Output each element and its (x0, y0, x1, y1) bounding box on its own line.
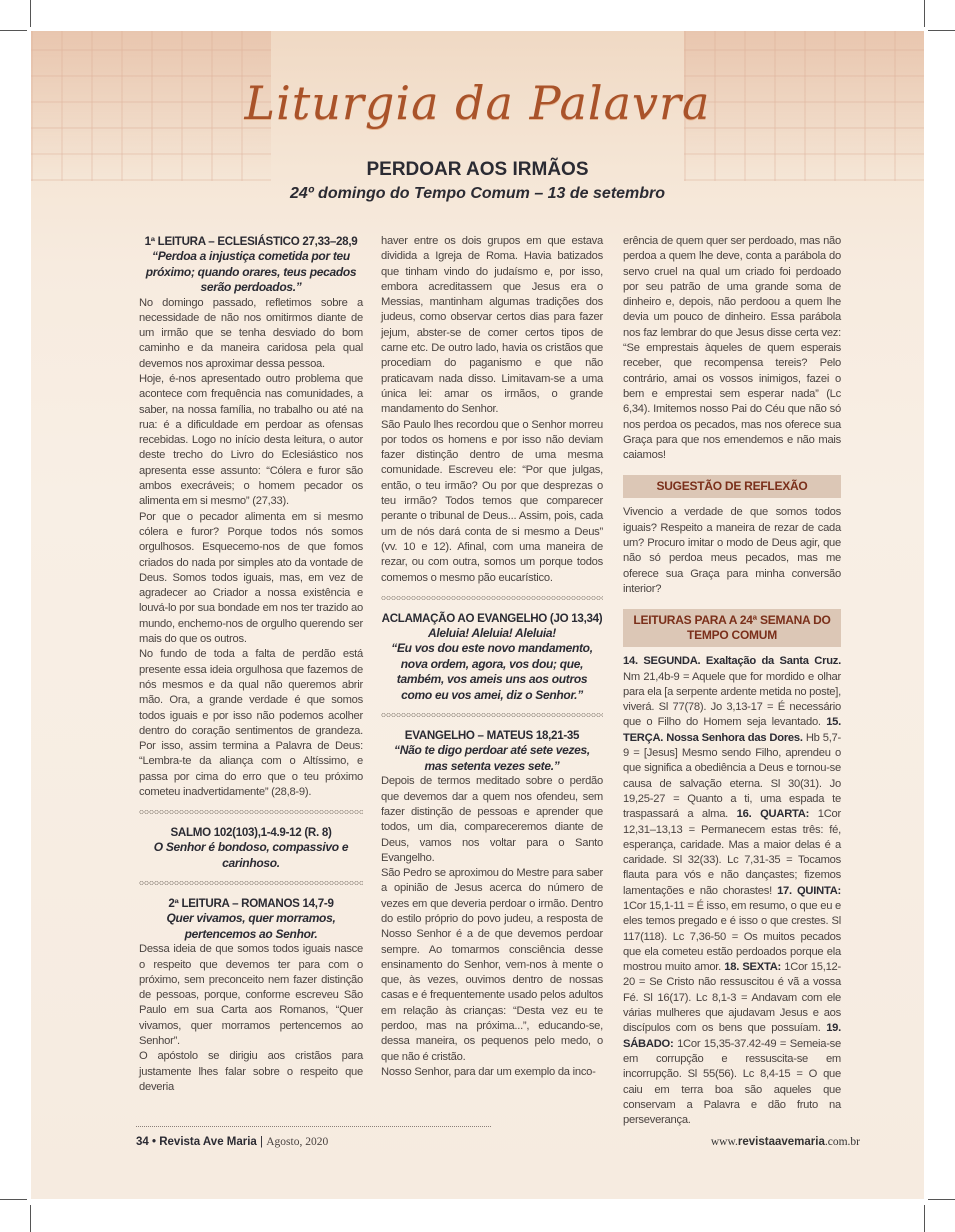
day-text: 1Cor 12,31–13,13 = Permanecem estas três: fé, esperança, caridade. Mas a maior delas é a caridade. Sl 32(33). Lc 7,31-35 = Tocamos flauta para vós e não dançastes; fizemos lamentações e não chorastes! (623, 808, 841, 897)
paragraph: Dessa ideia de que somos todos iguais nasce o respeito que devemos ter para com o próximo, sem preconceito nem fazer distinção de pessoas, porque, conforme escreveu São Paulo em sua Carta aos Romanos, “Quer vivamos, quer morramos pertencemos ao Senhor”. (139, 943, 363, 1048)
column-2 (381, 234, 603, 1080)
day-label: 17. QUINTA: (777, 884, 842, 897)
section-logo: Liturgia da Palavra (244, 76, 711, 130)
reading1-quote: “Perdoa a injustiça cometida por teu próximo; quando orares, teus pecados serão perdoados.” (145, 249, 357, 294)
psalm-response: O Senhor é bondoso, compassivo e carinhoso. (153, 840, 349, 870)
paragraph: No domingo passado, refletimos sobre a necessidade de não nos omitirmos diante de um irmão que se tenha desviado do bom caminho e da maneira caridosa pela qual devemos nos aproximar dessa pessoa. (139, 296, 363, 370)
url-suffix: .com.br (824, 1136, 860, 1148)
paragraph: São Paulo lhes recordou que o Senhor morreu por todos os homens e por isso não deviam fazer distinção dentro de uma mesma comunidade. Escreveu ele: “Por que julgas, então, o teu irmão? Ou por que desprezas o teu irmão? Todos temos que comparecer perante o tribunal de Deus... Assim, pois, cada um de nós dará conta de si mesmo a Deus” (vv. 10 e 12). Afinal, com uma maneira de rezar, ou com outra, somos um porque todos comemos o mesmo pão eucarístico. (381, 418, 603, 584)
crop-mark (30, 0, 31, 27)
crop-mark (924, 0, 925, 27)
day-text: 1Cor 15,12-20 = Se Cristo não ressuscitou é vã a vossa Fé. Sl 16(17). Lc 8,1-3 = Andavam com ele várias mulheres que ajudavam Jesus e aos discípulos com os bens que possuíam. (623, 961, 841, 1035)
column-3 (623, 234, 841, 1128)
reading1-heading: 1ª LEITURA – ECLESIÁSTICO 27,33–28,9 (144, 235, 358, 248)
page-number: 34 (136, 1136, 149, 1148)
paragraph: São Pedro se aproximou do Mestre para saber a opinião de Jesus acerca do número de vezes em que deveria perdoar o irmão. Dentro do estilo próprio do povo judeu, a resposta de Nosso Senhor é a de que devemos perdoar sempre. Ao tomarmos consciência desse ensinamento do Senhor, vem-nos à mente o que, às vezes, ouvimos dentro de nossas casas e é frequentemente usado pelos adultos em relação às crianças: “Desta vez eu te perdoo, mas na próxima...”, educando-se, dessa maneira, os pequenos pelo medo, o que não é cristão. (381, 867, 603, 1063)
psalm-heading: SALMO 102(103),1-4.9-12 (R. 8) (170, 826, 332, 840)
reflection-text: Vivencio a verdade de que somos todos iguais? Respeito a maneira de rezar de cada um? Procuro imitar o modo de Deus agir, que não só perdoa meus pecados, mas me oferece sua Graça para minha conversão interior? (623, 506, 841, 595)
paragraph: Depois de termos meditado sobre o perdão que devemos dar a quem nos ofendeu, sem fazer distinção de pessoas e aprender que todos, um dia, compareceremos diante de Deus, vamos nos voltar para o Santo Evangelho. (381, 775, 603, 864)
footer-rule (136, 1126, 491, 1127)
day-text: Nm 21,4b-9 = Aquele que for mordido e olhar para ela [a serpente ardente metida no poste], viverá. Sl 77(78). Jo 3,13-17 = É necessário que o Filho do Homem seja levantado. (623, 670, 841, 729)
week-readings (623, 654, 841, 1128)
crop-mark (924, 1205, 925, 1232)
paragraph: Nosso Senhor, para dar um exemplo da inco- (381, 1065, 596, 1078)
website-link[interactable] (711, 1136, 860, 1148)
crop-mark (0, 30, 27, 31)
acclamation-heading: ACLAMAÇÃO AO EVANGELHO (JO 13,34) (381, 611, 603, 625)
bullet: • (152, 1136, 157, 1148)
paragraph: O apóstolo se dirigiu aos cristãos para justamente lhes falar sobre o respeito que deveria (139, 1050, 363, 1093)
paragraph: erência de quem quer ser perdoado, mas não perdoa a quem lhe deve, conta a parábola do servo cruel na qual um criado foi perdoado por seu patrão de uma grande soma de dinheiro e, depois, não perdoou a quem lhe devia um pouco de dinheiro. Essa parábola nos faz lembrar do que Jesus disse certa vez: “Se emprestais àqueles de quem esperais receber, que recompensa tereis? Pelo contrário, amai os vossos inimigos, fazei o bem e emprestai sem esperar nada” (Lc 6,34). Imitemos nosso Pai do Céu que não só nos perdoa os pecados, mas nos oferece sua Graça para que nos emendemos e não mais caiamos! (623, 235, 841, 462)
day-text: 1Cor 15,35-37.42-49 = Semeia-se em corrupção e ressuscita-se em incorrupção. Sl 55(56). Lc 8,4-15 = O que caiu em terra boa são aqueles que conservam a Palavra e dão fruto na perseverança. (623, 1037, 841, 1127)
crop-mark (928, 30, 955, 31)
paragraph: Por que o pecador alimenta em si mesmo cólera e furor? Porque todos nós somos orgulhosos. Esquecemo-nos de que fomos criados do nada por simples ato da vontade de Deus. Somos todos iguais, mas, em vez de agradecer ao Criador a nossa existência e louvá-lo por sua bondade em nos ter trazido ao mundo, enchemo-nos de orgulho querendo ser mais do que os outros. (139, 510, 363, 646)
page-title: PERDOAR AOS IRMÃOS (366, 159, 589, 180)
reading2-heading: 2ª LEITURA – ROMANOS 14,7-9 (168, 897, 334, 911)
day-label: 14. SEGUNDA. Exaltação da Santa Cruz. (623, 655, 841, 668)
week-readings-heading: LEITURAS PARA A 24ª SEMANA DO TEMPO COMUM (623, 609, 841, 647)
paragraph: Hoje, é-nos apresentado outro problema que acontece com frequência nas comunidades, a saber, na nossa família, no trabalho ou até na rua: é a dificuldade em perdoar as ofensas recebidas. Logo no início desta leitura, o autor deste trecho do Livro do Eclesiástico nos apresenta esse assunto: “Cólera e furor são ambos execráveis; o homem pecador os alimenta em si mesmo” (27,33). (139, 372, 363, 508)
acclamation-verse: “Eu vos dou este novo mandamento, nova ordem, agora, vos dou; que, também, vos ameis uns aos outros como eu vos amei, diz o Senhor.” (391, 641, 593, 702)
gospel-quote: “Não te digo perdoar até sete vezes, mas setenta vezes sete.” (394, 743, 590, 773)
ornamental-divider (139, 880, 363, 886)
page-subtitle: 24º domingo do Tempo Comum – 13 de setembro (289, 185, 666, 202)
day-label: 15. TERÇA. Nossa Senhora das Dores. (623, 716, 841, 744)
paragraph: No fundo de toda a falta de perdão está presente essa ideia orgulhosa que fazemos de nós mesmos e da qual não queremos abrir mão. Ora, a grande verdade é que somos todos iguais e por isso não podemos acolher dentro do coração sentimentos de grandeza. Por isso, assim termina a Palavra de Deus: “Lembra-te da aliança com o Altíssimo, e passa por cima do erro que o teu próximo cometeu inadvertidamente” (28,8-9). (139, 648, 363, 798)
magazine-page (31, 31, 924, 1199)
footer-folio (136, 1136, 328, 1148)
issue-date: Agosto, 2020 (266, 1136, 329, 1148)
reading2-quote: Quer vivamos, quer morramos, pertencemos ao Senhor. (166, 911, 336, 941)
crop-mark (928, 1199, 955, 1200)
paragraph: haver entre os dois grupos em que estava dividida a Igreja de Roma. Havia batizados que tinham vindo do judaísmo e, por isso, embora acreditassem que Jesus era o Messias, mantinham algumas tradições dos judeus, como observar certos dias para fazer jejum, abster-se de comer certos tipos de carne etc. De outro lado, havia os cristãos que procediam do paganismo e que não praticavam nada disso. Limitavam-se a uma única lei: amar os irmãos, o grande mandamento do Senhor. (381, 235, 603, 416)
magazine-name: Revista Ave Maria (159, 1136, 257, 1148)
divider: | (260, 1136, 264, 1148)
url-brand: revistaavemaria (737, 1136, 825, 1148)
url-prefix: www. (710, 1136, 738, 1148)
crop-mark (30, 1205, 31, 1232)
gospel-heading: EVANGELHO – MATEUS 18,21-35 (404, 729, 580, 743)
ornamental-divider (381, 712, 603, 718)
day-label: 16. QUARTA: (736, 808, 810, 821)
ornamental-divider (139, 809, 363, 815)
acclamation-alleluia: Aleluia! Aleluia! Aleluia! (427, 625, 556, 640)
ornamental-divider (381, 595, 603, 601)
day-text: 1Cor 15,1-11 = É isso, em resumo, o que eu e eles temos pregado e é isso o que crestes. Sl 117(118). Lc 7,36-50 = Os muitos pecados que ela cometeu estão perdoados porque ela mostrou muito amor. (623, 899, 841, 974)
day-text: Hb 5,7-9 = [Jesus] Mesmo sendo Filho, aprendeu o que significa a obediência a Deus e tornou-se causa de salvação eterna. Sl 30(31). Jo 19,25-27 = Quanto a ti, uma espada te traspassará a alma. (623, 731, 842, 821)
reflection-heading: SUGESTÃO DE REFLEXÃO (623, 475, 841, 498)
day-label: 19. SÁBADO: (623, 1022, 841, 1050)
crop-mark (0, 1199, 27, 1200)
column-1 (139, 234, 363, 1095)
day-label: 18. SEXTA: (724, 961, 782, 974)
